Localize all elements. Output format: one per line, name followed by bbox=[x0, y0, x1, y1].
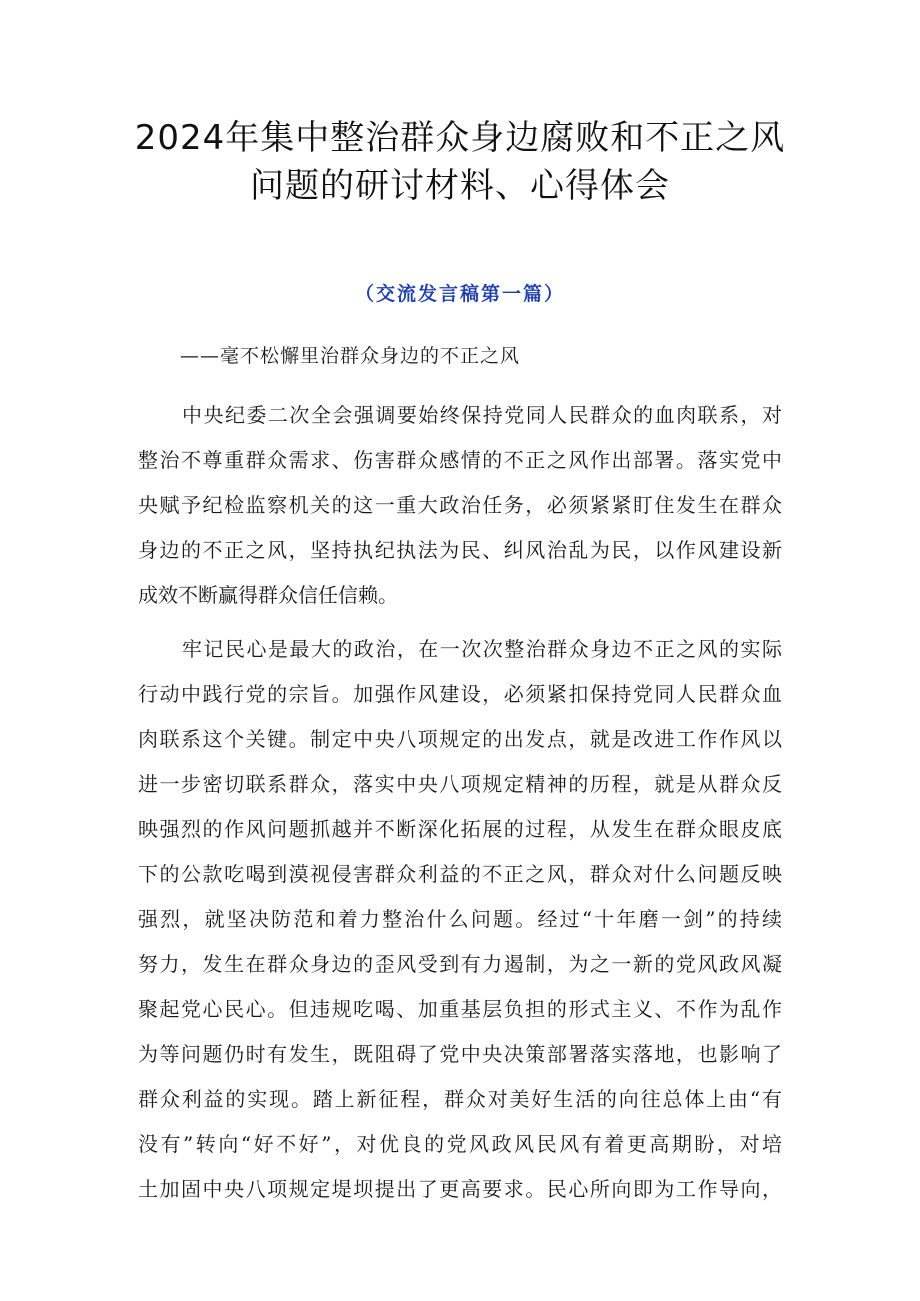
paragraph-line: 土加固中央八项规定堤坝提出了更高要求。民心所向即为工作导向， bbox=[138, 1177, 782, 1201]
paragraph-line: 为等问题仍时有发生，既阻碍了党中央决策部署落实落地，也影响了 bbox=[138, 1042, 782, 1066]
paragraph-2 bbox=[138, 627, 782, 1212]
paragraph-line: 群众利益的实现。踏上新征程，群众对美好生活的向往总体上由“有 bbox=[138, 1087, 782, 1111]
paragraph-line: 成效不断赢得群众信任信赖。 bbox=[138, 583, 398, 607]
document-title bbox=[100, 114, 820, 210]
title-line-1: 2024年集中整治群众身边腐败和不正之风 bbox=[134, 118, 786, 158]
paragraph-line: 整治不尊重群众需求、伤害群众感情的不正之风作出部署。落实党中 bbox=[138, 448, 782, 472]
paragraph-line: 身边的不正之风，坚持执纪执法为民、纠风治乱为民，以作风建设新 bbox=[138, 538, 782, 562]
paragraph-line: 牢记民心是最大的政治，在一次次整治群众身边不正之风的实际 bbox=[182, 637, 782, 661]
title-line-2: 问题的研讨材料、心得体会 bbox=[250, 166, 670, 206]
paragraph-line: 强烈，就坚决防范和着力整治什么问题。经过“十年磨一剑”的持续 bbox=[138, 907, 782, 931]
paragraph-line: 央赋予纪检监察机关的这一重大政治任务，必须紧紧盯住发生在群众 bbox=[138, 493, 782, 517]
paragraph-1 bbox=[138, 393, 782, 618]
paragraph-line: 聚起党心民心。但违规吃喝、加重基层负担的形式主义、不作为乱作 bbox=[138, 997, 782, 1021]
paragraph-line: 进一步密切联系群众，落实中央八项规定精神的历程，就是从群众反 bbox=[138, 772, 782, 796]
paragraph-line: 下的公款吃喝到漠视侵害群众利益的不正之风，群众对什么问题反映 bbox=[138, 862, 782, 886]
paragraph-line: 努力，发生在群众身边的歪风受到有力遏制，为之一新的党风政风凝 bbox=[138, 952, 782, 976]
section-heading: （交流发言稿第一篇） bbox=[354, 283, 565, 305]
paragraph-line: 行动中践行党的宗旨。加强作风建设，必须紧扣保持党同人民群众血 bbox=[138, 682, 782, 706]
paragraph-line: 中央纪委二次全会强调要始终保持党同人民群众的血肉联系，对 bbox=[182, 403, 782, 427]
paragraph-line: 没有”转向“好不好”，对优良的党风政风民风有着更高期盼，对培 bbox=[138, 1132, 782, 1156]
paragraph-line: 映强烈的作风问题抓越并不断深化拓展的过程，从发生在群众眼皮底 bbox=[138, 817, 782, 841]
subtitle: ——毫不松懈里治群众身边的不正之风 bbox=[180, 345, 521, 367]
paragraph-line: 肉联系这个关键。制定中央八项规定的出发点，就是改进工作作风以 bbox=[138, 727, 782, 751]
